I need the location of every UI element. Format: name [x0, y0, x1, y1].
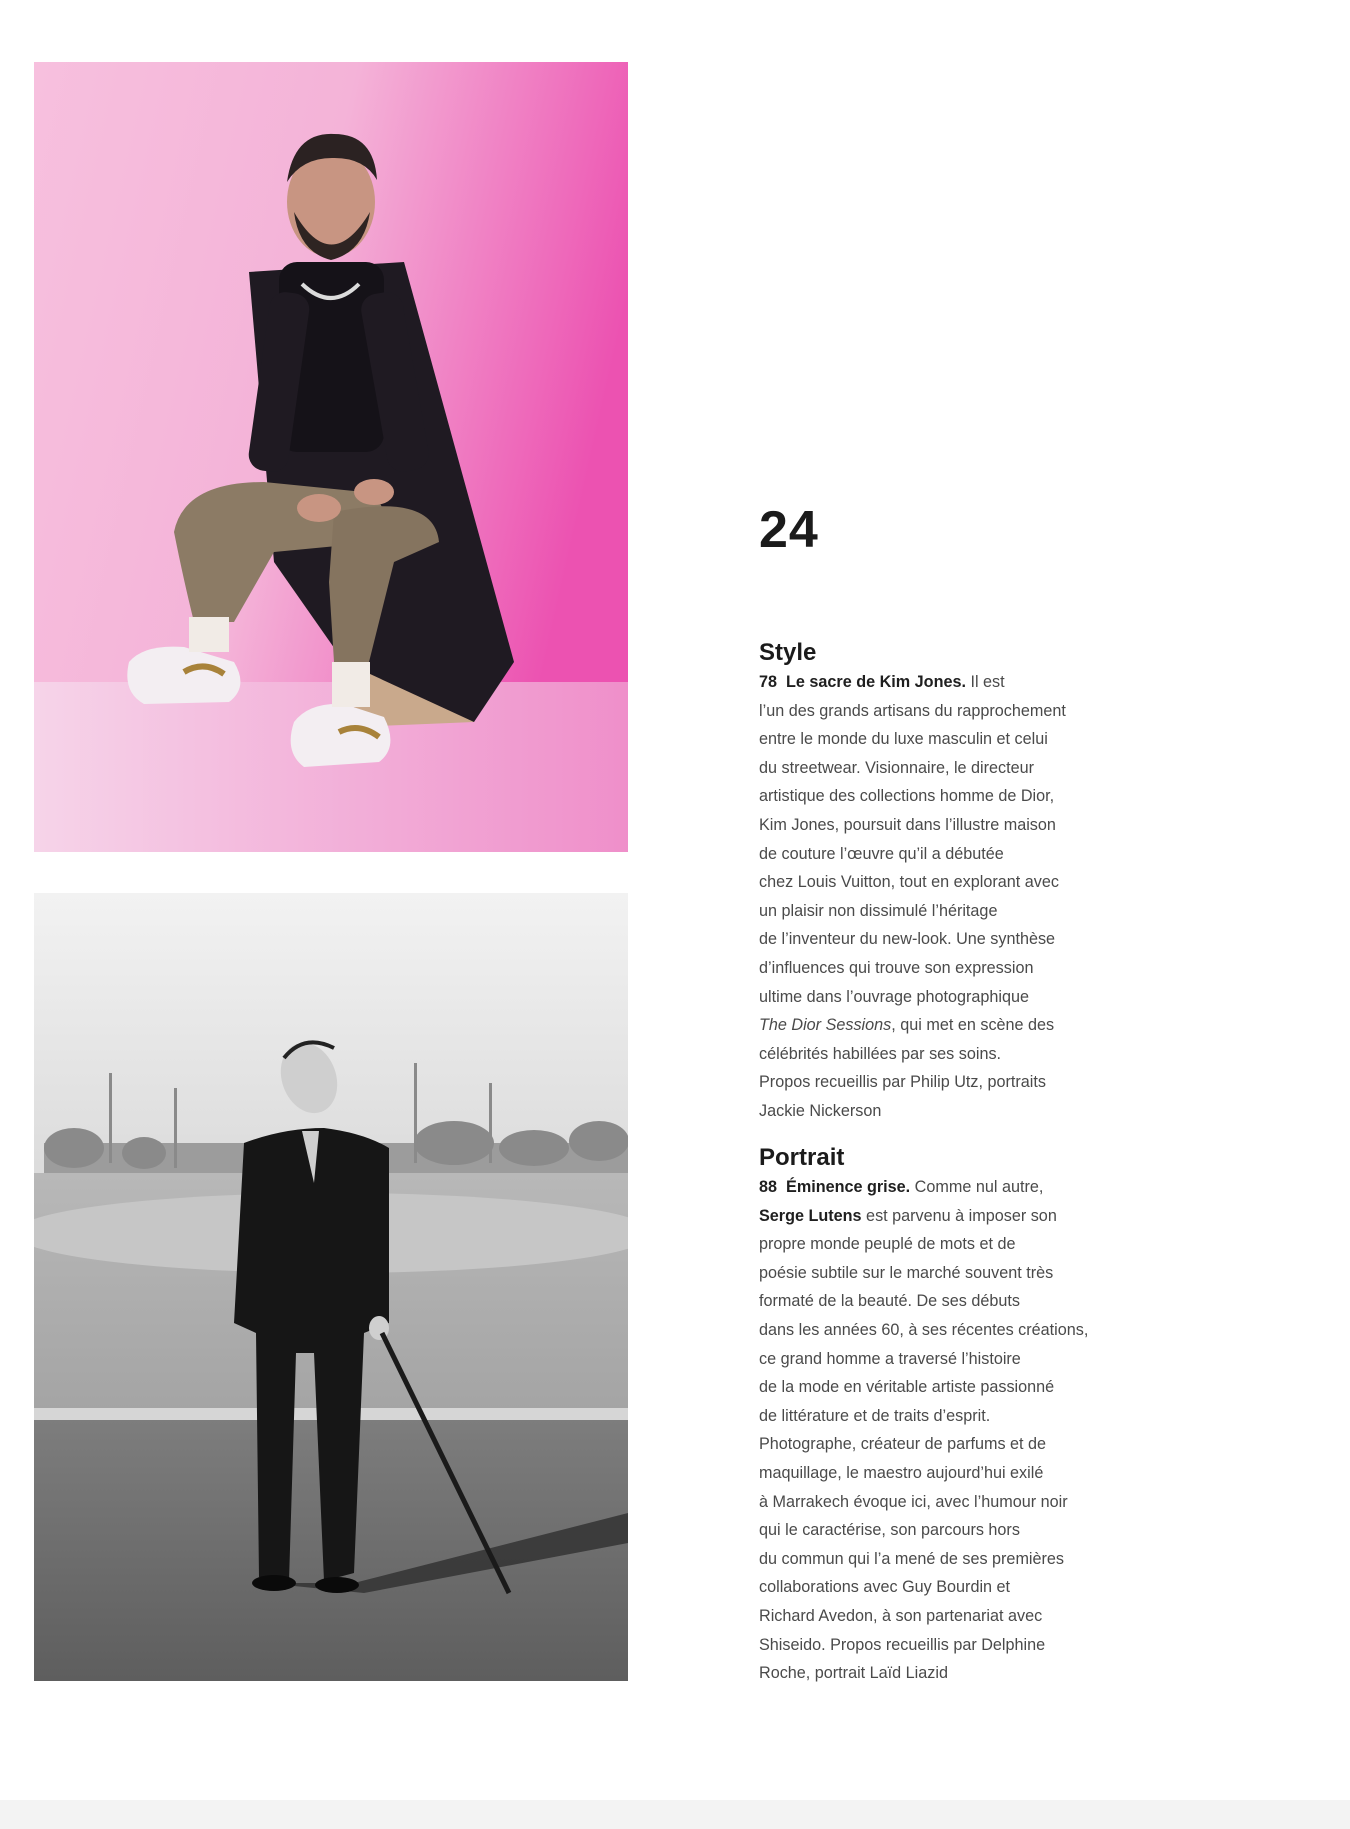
photo-serge-lutens-illustration [34, 893, 628, 1681]
body-line: d’influences qui trouve son expression [759, 958, 1034, 977]
page-ref: 78 [759, 673, 778, 691]
body-line: l’un des grands artisans du rapprochement [759, 701, 1066, 720]
headline: Le sacre de Kim Jones. [786, 673, 966, 691]
book-title: The Dior Sessions [759, 1016, 892, 1035]
body-line: Propos recueillis par Philip Utz, portraits [759, 1073, 1046, 1092]
photo-serge-lutens [34, 893, 628, 1681]
body-line: célébrités habillées par ses soins. [759, 1044, 1002, 1063]
body-line: de couture l’œuvre qu’il a débutée [759, 844, 1004, 863]
section-style [759, 638, 1159, 1126]
body-line: Richard Avedon, à son partenariat avec [759, 1606, 1043, 1625]
body-line: Photographe, créateur de parfums et de [759, 1435, 1047, 1454]
body-line: poésie subtile sur le marché souvent très [759, 1263, 1054, 1282]
section-body [759, 1173, 1159, 1688]
body-line: du streetwear. Visionnaire, le directeur [759, 758, 1035, 777]
section-title: Portrait [759, 1144, 845, 1171]
photo-kim-jones [34, 62, 628, 852]
body-line: collaborations avec Guy Bourdin et [759, 1578, 1011, 1597]
lead-line [759, 668, 1159, 697]
body-text: Comme nul autre, [910, 1178, 1044, 1196]
body-text: , qui met en scène des [891, 1016, 1055, 1035]
body-line: du commun qui l’a mené de ses premières [759, 1549, 1065, 1568]
body-line: formaté de la beauté. De ses débuts [759, 1292, 1020, 1311]
body-line: Kim Jones, poursuit dans l’illustre maison [759, 815, 1056, 834]
body-line: Shiseido. Propos recueillis par Delphine [759, 1635, 1046, 1654]
section-portrait [759, 1143, 1159, 1688]
body-line: dans les années 60, à ses récentes créations, [759, 1320, 1089, 1339]
body-line: maquillage, le maestro aujourd’hui exilé [759, 1463, 1044, 1482]
body-line: de la mode en véritable artiste passionné [759, 1378, 1055, 1397]
body-text: Il est [965, 673, 1005, 691]
headline: Éminence grise. [786, 1178, 911, 1196]
body-line: propre monde peuplé de mots et de [759, 1235, 1016, 1254]
lead-line [759, 1173, 1159, 1202]
page-number: 24 [759, 501, 819, 559]
body-line: Roche, portrait Laïd Liazid [759, 1664, 948, 1683]
body-line [759, 1202, 1159, 1231]
page-ref: 88 [759, 1178, 778, 1196]
section-body [759, 668, 1159, 1126]
section-title: Style [759, 639, 817, 666]
body-line: à Marrakech évoque ici, avec l’humour noir [759, 1492, 1068, 1511]
body-line: de l’inventeur du new-look. Une synthèse [759, 930, 1056, 949]
body-line: de littérature et de traits d’esprit. [759, 1406, 991, 1425]
body-line [759, 1011, 1159, 1040]
body-line: artistique des collections homme de Dior, [759, 787, 1055, 806]
body-line: ultime dans l’ouvrage photographique [759, 987, 1029, 1006]
body-line: chez Louis Vuitton, tout en explorant avec [759, 873, 1059, 892]
page-bottom-edge [0, 1800, 1350, 1829]
body-line: qui le caractérise, son parcours hors [759, 1521, 1020, 1540]
body-text: est parvenu à imposer son [861, 1206, 1057, 1225]
body-line: entre le monde du luxe masculin et celui [759, 730, 1048, 749]
photo-kim-jones-illustration [34, 62, 628, 852]
body-line: un plaisir non dissimulé l’héritage [759, 901, 998, 920]
body-line: Jackie Nickerson [759, 1101, 882, 1120]
body-line: ce grand homme a traversé l’histoire [759, 1349, 1021, 1368]
person-name: Serge Lutens [759, 1206, 862, 1225]
